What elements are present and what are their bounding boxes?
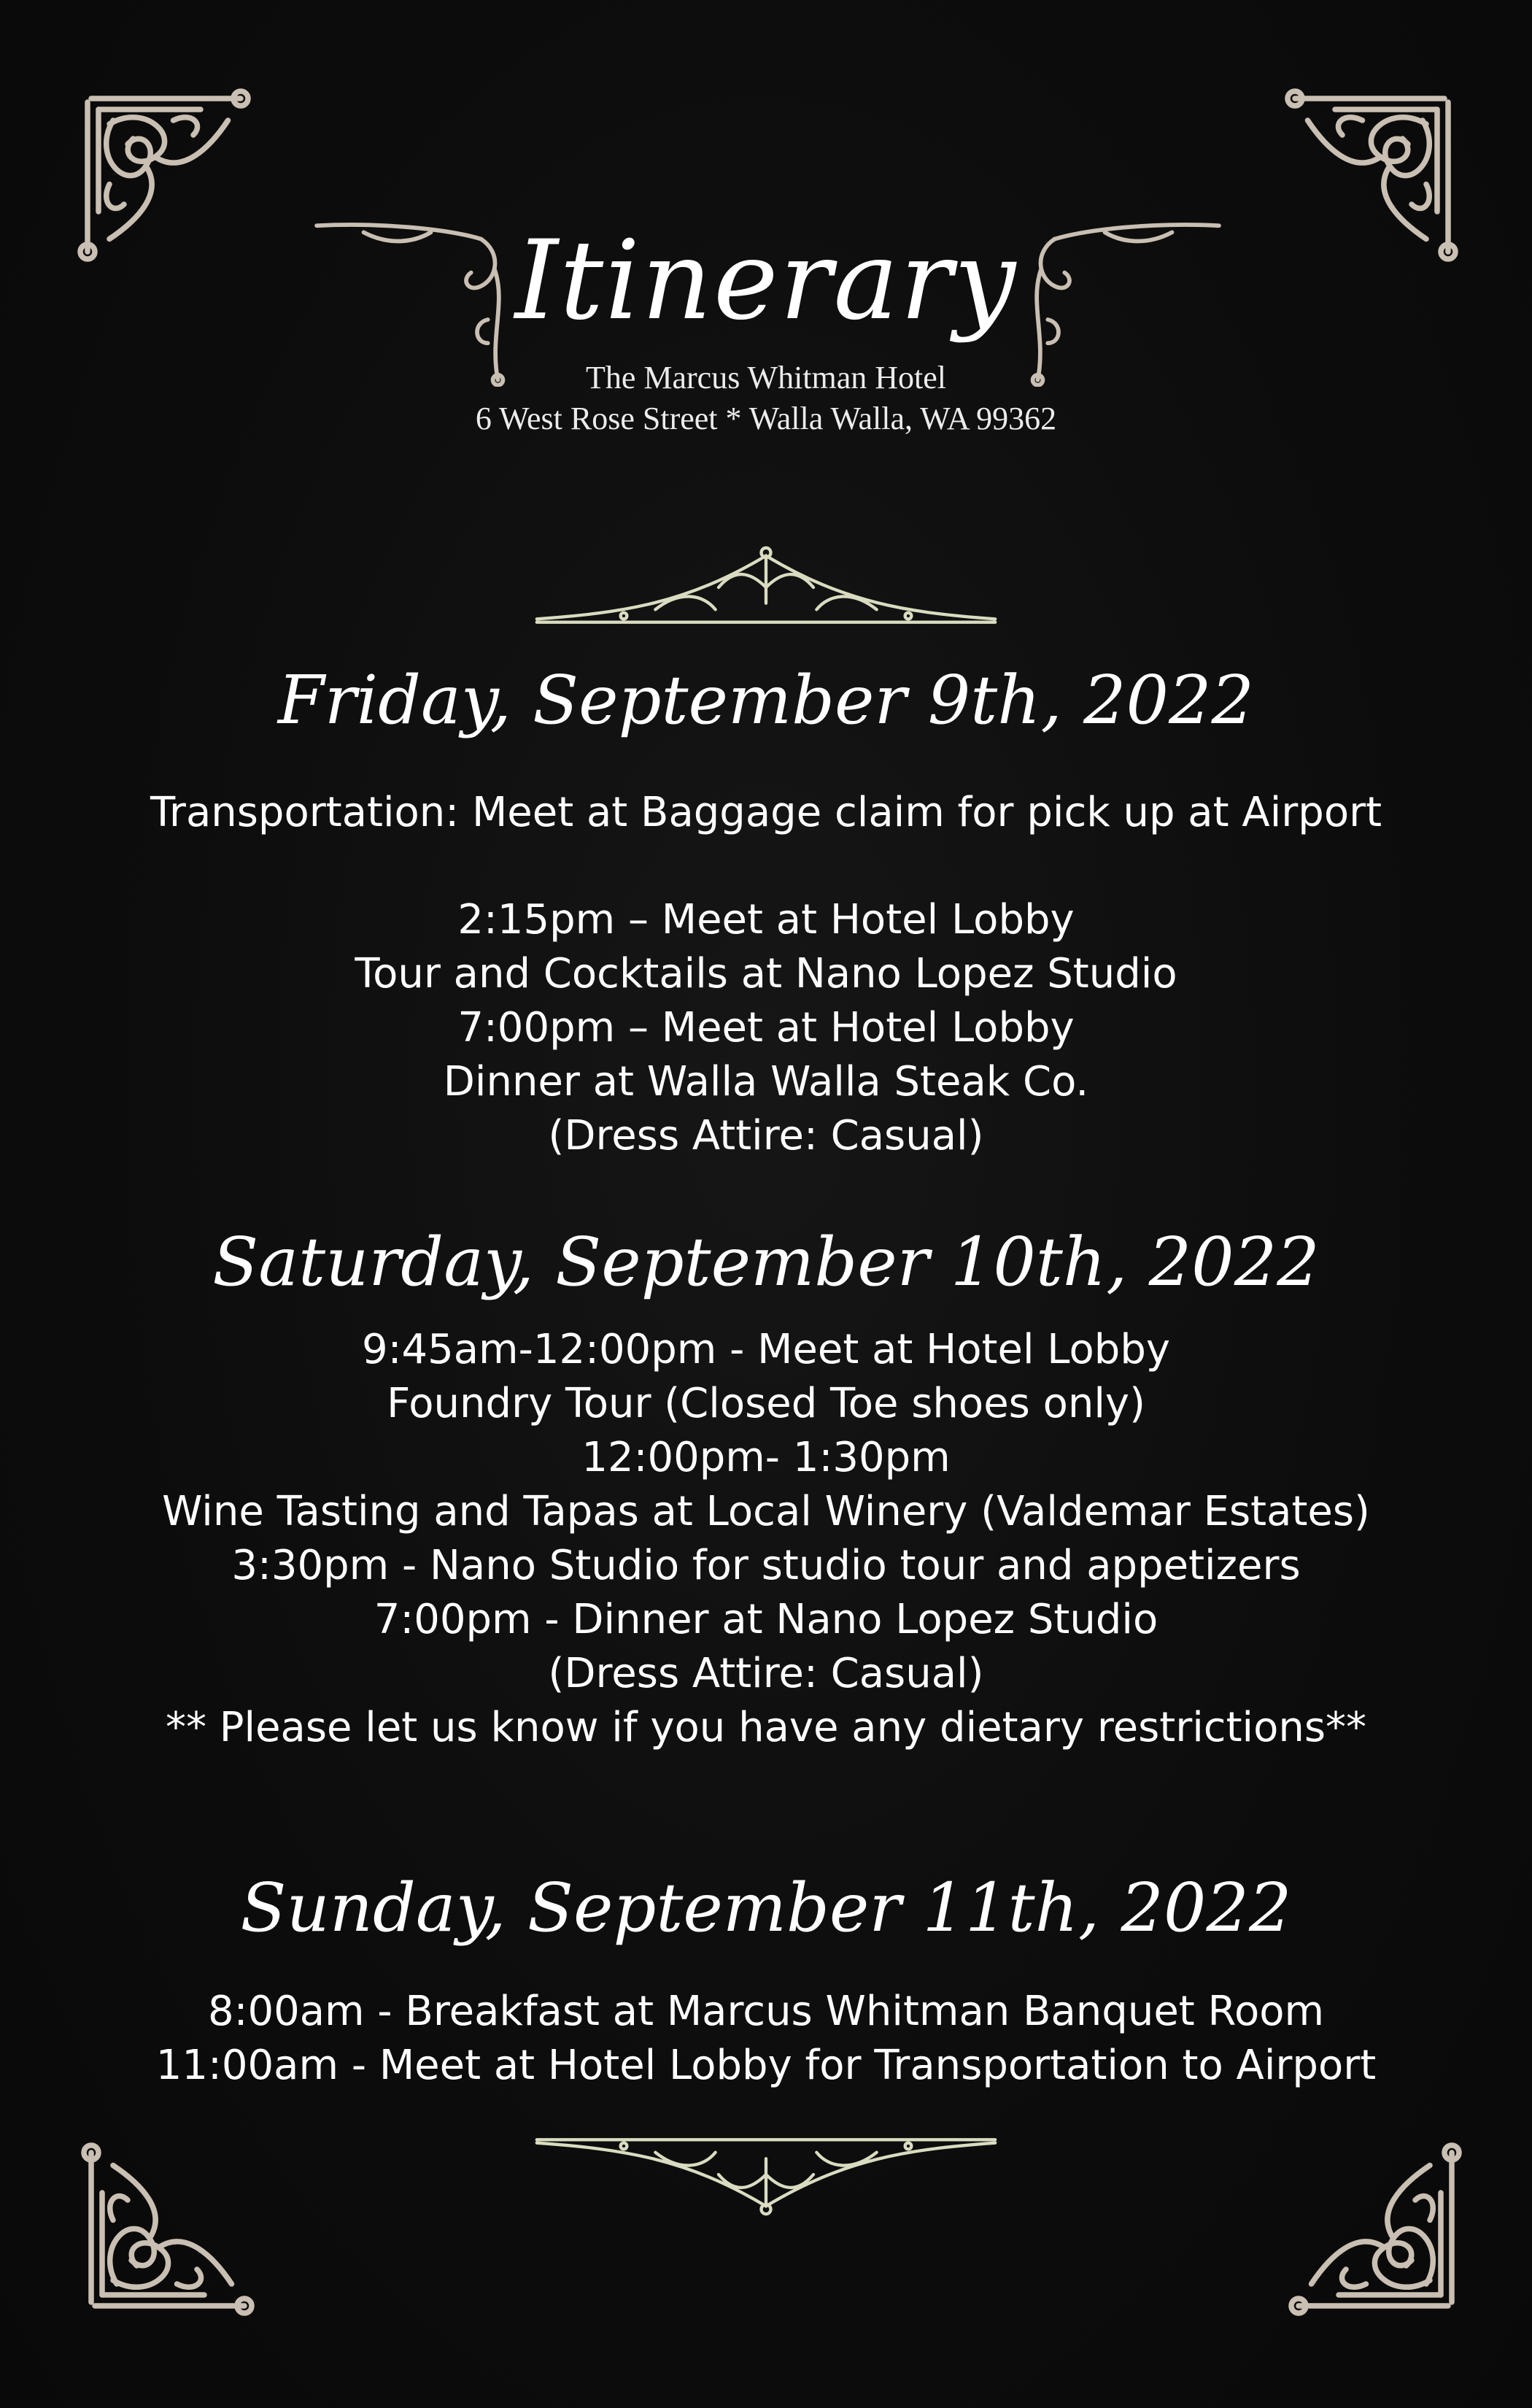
- friday-heading: Friday, September 9th, 2022: [277, 661, 1255, 739]
- corner-flourish-bottom-right-icon: [1284, 2138, 1466, 2320]
- friday-line: 2:15pm – Meet at Hotel Lobby: [457, 896, 1075, 943]
- friday-line: 7:00pm – Meet at Hotel Lobby: [457, 1004, 1075, 1051]
- divider-flourish-bottom-icon: [514, 2127, 1018, 2222]
- venue-address: 6 West Rose Street * Walla Walla, WA 99362: [475, 401, 1057, 436]
- sunday-line: 8:00am - Breakfast at Marcus Whitman Banquet Room: [207, 1988, 1325, 2035]
- corner-flourish-bottom-left-icon: [77, 2138, 259, 2320]
- saturday-line: 7:00pm - Dinner at Nano Lopez Studio: [374, 1596, 1158, 1643]
- friday-line: Tour and Cocktails at Nano Lopez Studio: [355, 950, 1177, 997]
- friday-transportation: Transportation: Meet at Baggage claim for pick up at Airport: [150, 789, 1382, 836]
- saturday-line: 9:45am-12:00pm - Meet at Hotel Lobby: [361, 1326, 1171, 1373]
- saturday-line: ** Please let us know if you have any dietary restrictions**: [165, 1704, 1367, 1751]
- sunday-heading: Sunday, September 11th, 2022: [240, 1869, 1292, 1947]
- saturday-heading: Saturday, September 10th, 2022: [212, 1223, 1320, 1301]
- page-title: Itinerary: [514, 217, 1018, 344]
- sunday-line: 11:00am - Meet at Hotel Lobby for Transportation to Airport: [155, 2042, 1377, 2089]
- saturday-line: Wine Tasting and Tapas at Local Winery (Valdemar Estates): [162, 1488, 1370, 1535]
- divider-flourish-top-icon: [514, 540, 1018, 635]
- friday-line: Dinner at Walla Walla Steak Co.: [443, 1058, 1089, 1105]
- saturday-line: 12:00pm- 1:30pm: [581, 1434, 951, 1481]
- saturday-line: Foundry Tour (Closed Toe shoes only): [387, 1380, 1145, 1427]
- friday-line: (Dress Attire: Casual): [548, 1112, 984, 1159]
- saturday-line: 3:30pm - Nano Studio for studio tour and appetizers: [231, 1542, 1301, 1589]
- venue-name: The Marcus Whitman Hotel: [585, 360, 947, 395]
- saturday-line: (Dress Attire: Casual): [548, 1650, 984, 1697]
